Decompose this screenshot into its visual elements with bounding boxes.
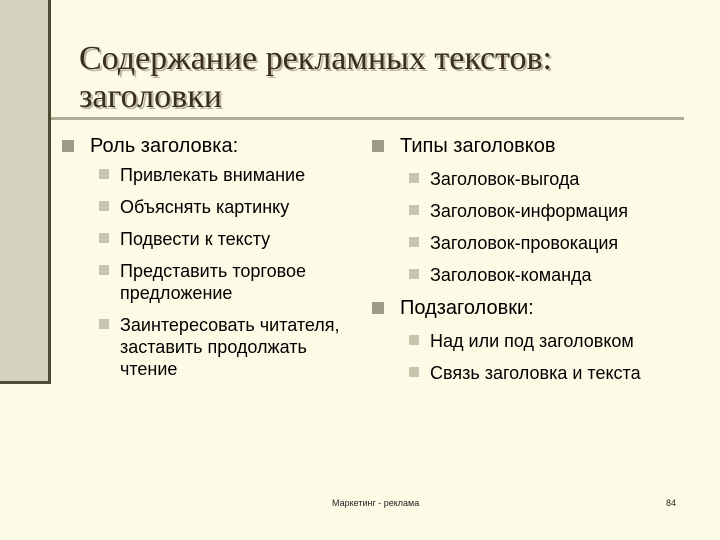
square-bullet-icon — [409, 269, 419, 279]
list-item-text: Заинтересовать читателя, заставить продолжать чтение — [120, 315, 340, 379]
list-item — [62, 260, 352, 304]
right-column — [372, 134, 702, 394]
list-item-text: Представить торговое предложение — [120, 261, 306, 303]
bullet-heading-role-text: Роль заголовка: — [90, 135, 239, 157]
list-item — [372, 264, 702, 286]
square-bullet-icon — [99, 233, 109, 243]
square-bullet-icon — [372, 140, 384, 152]
square-bullet-icon — [409, 335, 419, 345]
list-item — [372, 168, 702, 190]
square-bullet-icon — [409, 237, 419, 247]
square-bullet-icon — [99, 169, 109, 179]
square-bullet-icon — [409, 367, 419, 377]
bullet-heading-types — [372, 134, 702, 158]
square-bullet-icon — [372, 302, 384, 314]
square-bullet-icon — [62, 140, 74, 152]
square-bullet-icon — [99, 265, 109, 275]
square-bullet-icon — [99, 319, 109, 329]
list-item-text: Заголовок-информация — [430, 201, 628, 221]
square-bullet-icon — [409, 173, 419, 183]
list-item-text: Связь заголовка и текста — [430, 363, 641, 383]
list-item-text: Над или под заголовком — [430, 331, 634, 351]
list-item-text: Заголовок-провокация — [430, 233, 619, 253]
decorative-sidebar — [0, 0, 48, 383]
bullet-heading-role — [62, 134, 362, 158]
list-item-text: Заголовок-команда — [430, 265, 592, 285]
sidebar-divider-line — [48, 0, 51, 383]
square-bullet-icon — [409, 205, 419, 215]
footer-caption: Маркетинг - реклама — [332, 498, 420, 508]
list-item-text: Подвести к тексту — [120, 229, 271, 249]
list-item — [372, 330, 702, 352]
bullet-heading-subheadings — [372, 296, 702, 320]
page-number: 84 — [666, 498, 677, 508]
list-item-text: Привлекать внимание — [120, 165, 306, 185]
list-item — [372, 362, 702, 384]
bullet-heading-subheadings-text: Подзаголовки: — [400, 297, 534, 319]
list-item — [372, 200, 702, 222]
left-column — [62, 134, 362, 390]
slide-title-line-1: Содержание рекламных текстов: — [79, 40, 552, 77]
list-item — [62, 196, 362, 218]
list-item-text: Объяснять картинку — [120, 197, 290, 217]
square-bullet-icon — [99, 201, 109, 211]
list-item — [372, 232, 702, 254]
sidebar-bottom-line — [0, 381, 51, 384]
list-item-text: Заголовок-выгода — [430, 169, 580, 189]
slide-title — [79, 40, 679, 116]
list-item — [62, 228, 362, 250]
bullet-heading-types-text: Типы заголовков — [400, 135, 556, 157]
list-item — [62, 314, 352, 380]
list-item — [62, 164, 362, 186]
title-underline — [51, 117, 684, 120]
slide-title-line-2: заголовки — [79, 78, 222, 115]
